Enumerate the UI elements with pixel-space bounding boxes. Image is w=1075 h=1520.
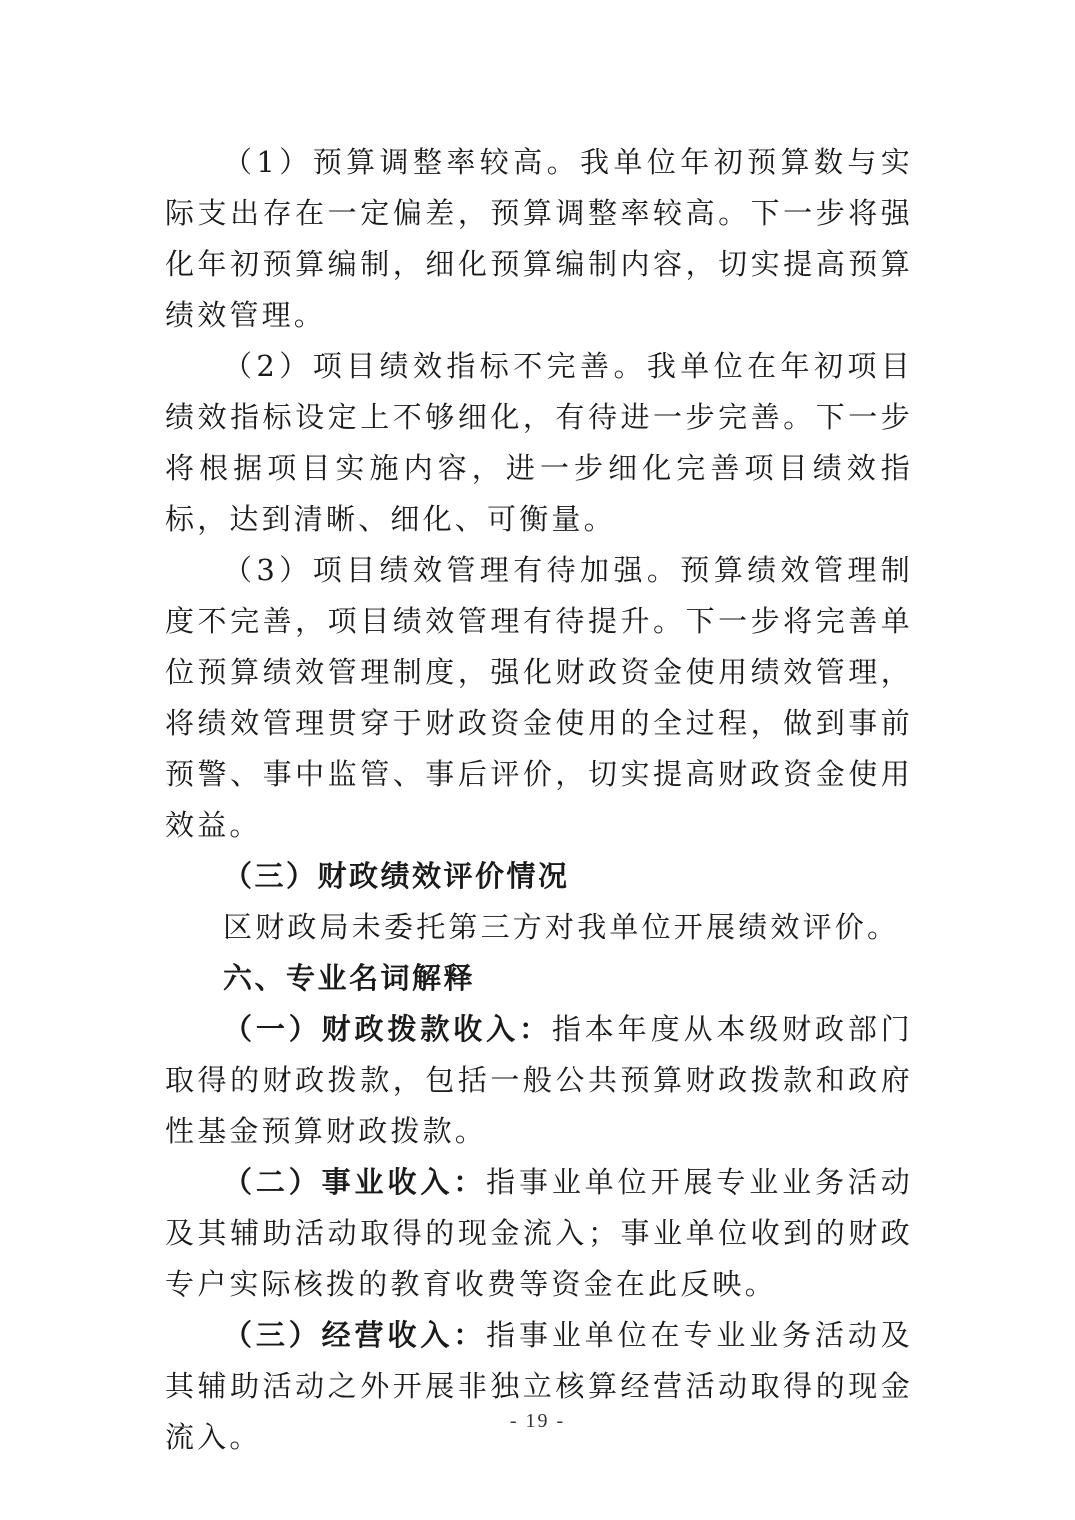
heading-fiscal-evaluation: （三）财政绩效评价情况	[223, 859, 570, 893]
definition-text: 指事业单位开展专业业务活动及其辅助活动取得的现金流入；事业单位收到的财政专户实际核拨的教育收费等资金在此反映。	[165, 1165, 913, 1301]
paragraph-performance-management: （3）项目绩效管理有待加强。预算绩效管理制度不完善，项目绩效管理有待提升。下一步将完善单位预算绩效管理制度，强化财政资金使用绩效管理，将绩效管理贯穿于财政资金使用的全过程，做到事前预警、事中监管、事后评价，切实提高财政资金使用效益。	[165, 553, 913, 842]
definition-text: 指本年度从本级财政部门取得的财政拨款，包括一般公共预算财政拨款和政府性基金预算财政拨款。	[165, 1012, 913, 1148]
paragraph-performance-indicators: （2）项目绩效指标不完善。我单位在年初项目绩效指标设定上不够细化，有待进一步完善。下一步将根据项目实施内容，进一步细化完善项目绩效指标，达到清晰、细化、可衡量。	[165, 349, 913, 536]
definition-operating-income	[165, 1310, 913, 1463]
page-body	[165, 137, 913, 1463]
definition-term: （三）经营收入：	[223, 1318, 487, 1352]
definition-term: （二）事业收入：	[223, 1165, 487, 1199]
definition-fiscal-appropriation	[165, 1004, 913, 1157]
paragraph-fiscal-evaluation: 区财政局未委托第三方对我单位开展绩效评价。	[223, 910, 900, 944]
definition-business-income	[165, 1157, 913, 1310]
definition-term: （一）财政拨款收入：	[223, 1012, 552, 1046]
paragraph-budget-adjustment: （1）预算调整率较高。我单位年初预算数与实际支出存在一定偏差，预算调整率较高。下一步将强化年初预算编制，细化预算编制内容，切实提高预算绩效管理。	[165, 145, 913, 332]
definition-text: 指事业单位在专业业务活动及其辅助活动之外开展非独立核算经营活动取得的现金流入。	[165, 1318, 913, 1454]
heading-terminology: 六、专业名词解释	[223, 961, 476, 995]
page-number: - 19 -	[509, 1410, 566, 1432]
